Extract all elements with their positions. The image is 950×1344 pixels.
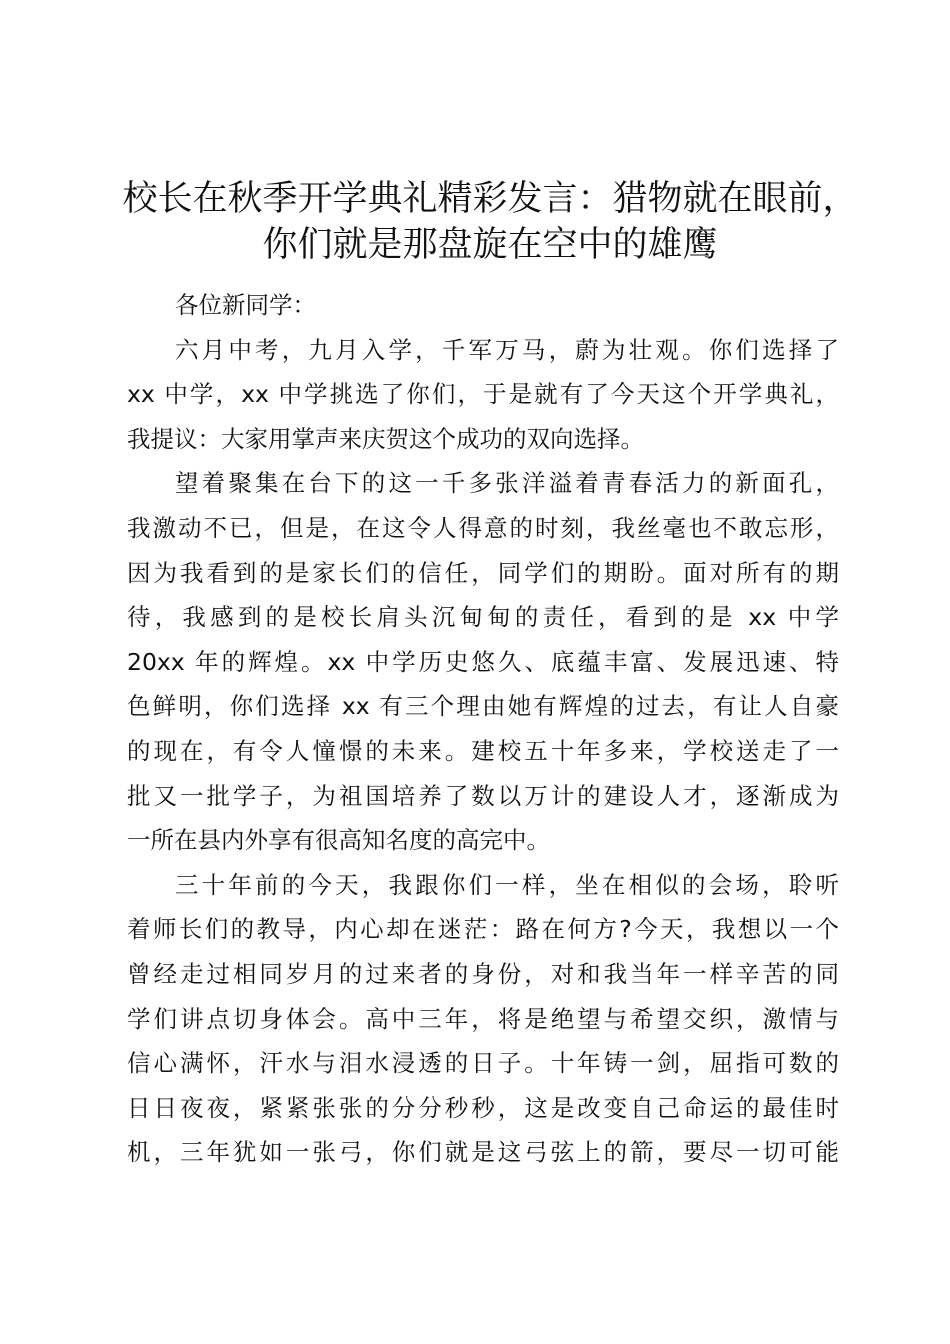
paragraph-line: 批又一批学子，为祖国培养了数以万计的建设人才，逐渐成为: [127, 781, 839, 810]
paragraph-line: 我激动不已，但是，在这令人得意的时刻，我丝毫也不敢忘形，: [127, 513, 839, 542]
paragraph-line: xx 中学，xx 中学挑选了你们，于是就有了今天这个开学典礼，: [127, 380, 839, 409]
paragraph-line: 待，我感到的是校长肩头沉甸甸的责任，看到的是 xx 中学: [127, 603, 839, 632]
paragraph-line: 曾经走过相同岁月的过来者的身份，对和我当年一样辛苦的同: [127, 959, 839, 988]
paragraph-line: 信心满怀，汗水与泪水浸透的日子。十年铸一剑，屈指可数的: [127, 1049, 839, 1078]
document-title: [120, 176, 860, 268]
paragraph-line: 20xx 年的辉煌。xx 中学历史悠久、底蕴丰富、发展迅速、特: [127, 647, 839, 676]
paragraph-line: 的现在，有令人憧憬的未来。建校五十年多来，学校送走了一: [127, 736, 839, 765]
paragraph-line: 一所在县内外享有很高知名度的高完中。: [127, 826, 550, 855]
title-line-2: 你们就是那盘旋在空中的雄鹰: [262, 225, 718, 265]
paragraph-line: 三十年前的今天，我跟你们一样，坐在相似的会场，聆听: [175, 870, 839, 899]
paragraph-line: 望着聚集在台下的这一千多张洋溢着青春活力的新面孔，: [175, 469, 839, 498]
paragraph-line: 着师长们的教导，内心却在迷茫：路在何方?今天，我想以一个: [127, 915, 839, 944]
paragraph-line: 因为我看到的是家长们的信任，同学们的期盼。面对所有的期: [127, 558, 839, 587]
paragraph-3: [127, 863, 839, 1175]
title-line-1: 校长在秋季开学典礼精彩发言：猎物就在眼前，: [122, 179, 858, 219]
paragraph-line: 色鲜明，你们选择 xx 有三个理由她有辉煌的过去，有让人自豪: [127, 692, 839, 721]
greeting: 各位新同学：: [175, 291, 316, 319]
paragraph-line: 学们讲点切身体会。高中三年，将是绝望与希望交织，激情与: [127, 1004, 839, 1033]
document-body: [127, 283, 839, 1175]
paragraph-line: 日日夜夜，紧紧张张的分分秒秒，这是改变自己命运的最佳时: [127, 1093, 839, 1122]
paragraph-line: 我提议：大家用掌声来庆贺这个成功的双向选择。: [127, 424, 644, 453]
paragraph-line: 六月中考，九月入学，千军万马，蔚为壮观。你们选择了: [175, 335, 839, 364]
paragraph-2: [127, 461, 839, 862]
paragraph-1: [127, 328, 839, 462]
paragraph-line: 机，三年犹如一张弓，你们就是这弓弦上的箭，要尽一切可能: [127, 1138, 839, 1167]
